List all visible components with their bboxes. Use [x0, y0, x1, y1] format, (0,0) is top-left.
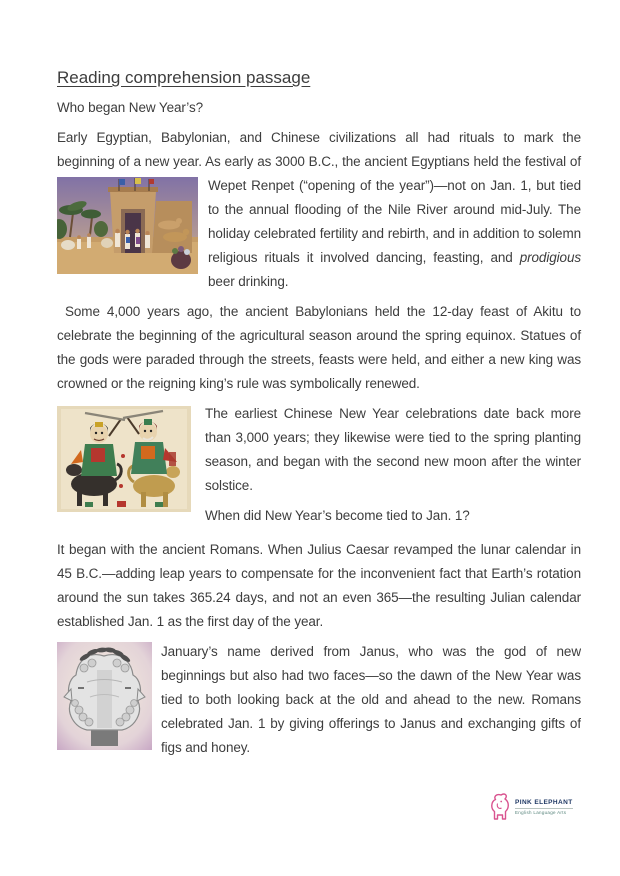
- brand-tagline: English Language Arts: [515, 808, 573, 816]
- brand-name: PINK ELEPHANT: [515, 798, 573, 806]
- egyptian-festival-image: [57, 177, 198, 274]
- section-janus: [57, 640, 581, 774]
- pink-elephant-logo: [487, 791, 573, 823]
- logo-text: [515, 799, 573, 816]
- paragraph-babylon: Some 4,000 years ago, the ancient Babylonians held the 12-day feast of Akitu to celebrate the beginning of the agricultural season around the spring equinox. Statues of the gods were paraded through the streets, feasts were held, and either a new king was crowned or the reigning king’s rule was symbolically renewed.: [57, 304, 581, 391]
- chinese-new-year-image: [57, 406, 191, 512]
- passage-question-2: When did New Year’s become tied to Jan. 1?: [205, 508, 470, 523]
- janus-head-image: [57, 642, 152, 750]
- passage-title: Reading comprehension passage: [57, 68, 311, 87]
- paragraph-rome: It began with the ancient Romans. When Julius Caesar revamped the lunar calendar in 45 B.C.—adding leap years to compensate for the inconvenient fact that Earth’s rotation around the sun takes 365.24 days, and not an even 365—the resulting Julian calendar established Jan. 1 as the first day of the year.: [57, 542, 581, 629]
- pink-elephant-icon: [487, 791, 511, 823]
- section-egypt: [57, 174, 581, 294]
- passage-question-1: Who began New Year’s?: [57, 100, 204, 115]
- egypt-text-end: beer drinking.: [208, 274, 289, 289]
- egypt-text: Wepet Renpet (“opening of the year”)—not on Jan. 1, but tied to the annual flooding of the Nile River around mid-July. The holiday celebrated fertility and rebirth, and in addition to solemn religious rituals it involved dancing, feasting, and: [208, 178, 581, 265]
- section-china: [57, 402, 581, 532]
- paragraph-janus: January’s name derived from Janus, who was the god of new beginnings but also had two faces—so the dawn of the New Year was tied to both looking back at the old and ahead to the new. Romans celebrated Jan. 1 by giving offerings to Janus and exchanging gifts of figs and honey.: [161, 644, 581, 755]
- paragraph-china: The earliest Chinese New Year celebrations date back more than 3,000 years; they likewise were tied to the spring planting season, and began with the second new moon after the winter solstice.: [205, 406, 581, 493]
- egypt-italic-word: prodigious: [519, 250, 581, 265]
- paragraph-intro: Early Egyptian, Babylonian, and Chinese civilizations all had rituals to mark the beginning of a new year. As early as 3000 B.C., the ancient Egyptians held the festival of: [57, 130, 581, 169]
